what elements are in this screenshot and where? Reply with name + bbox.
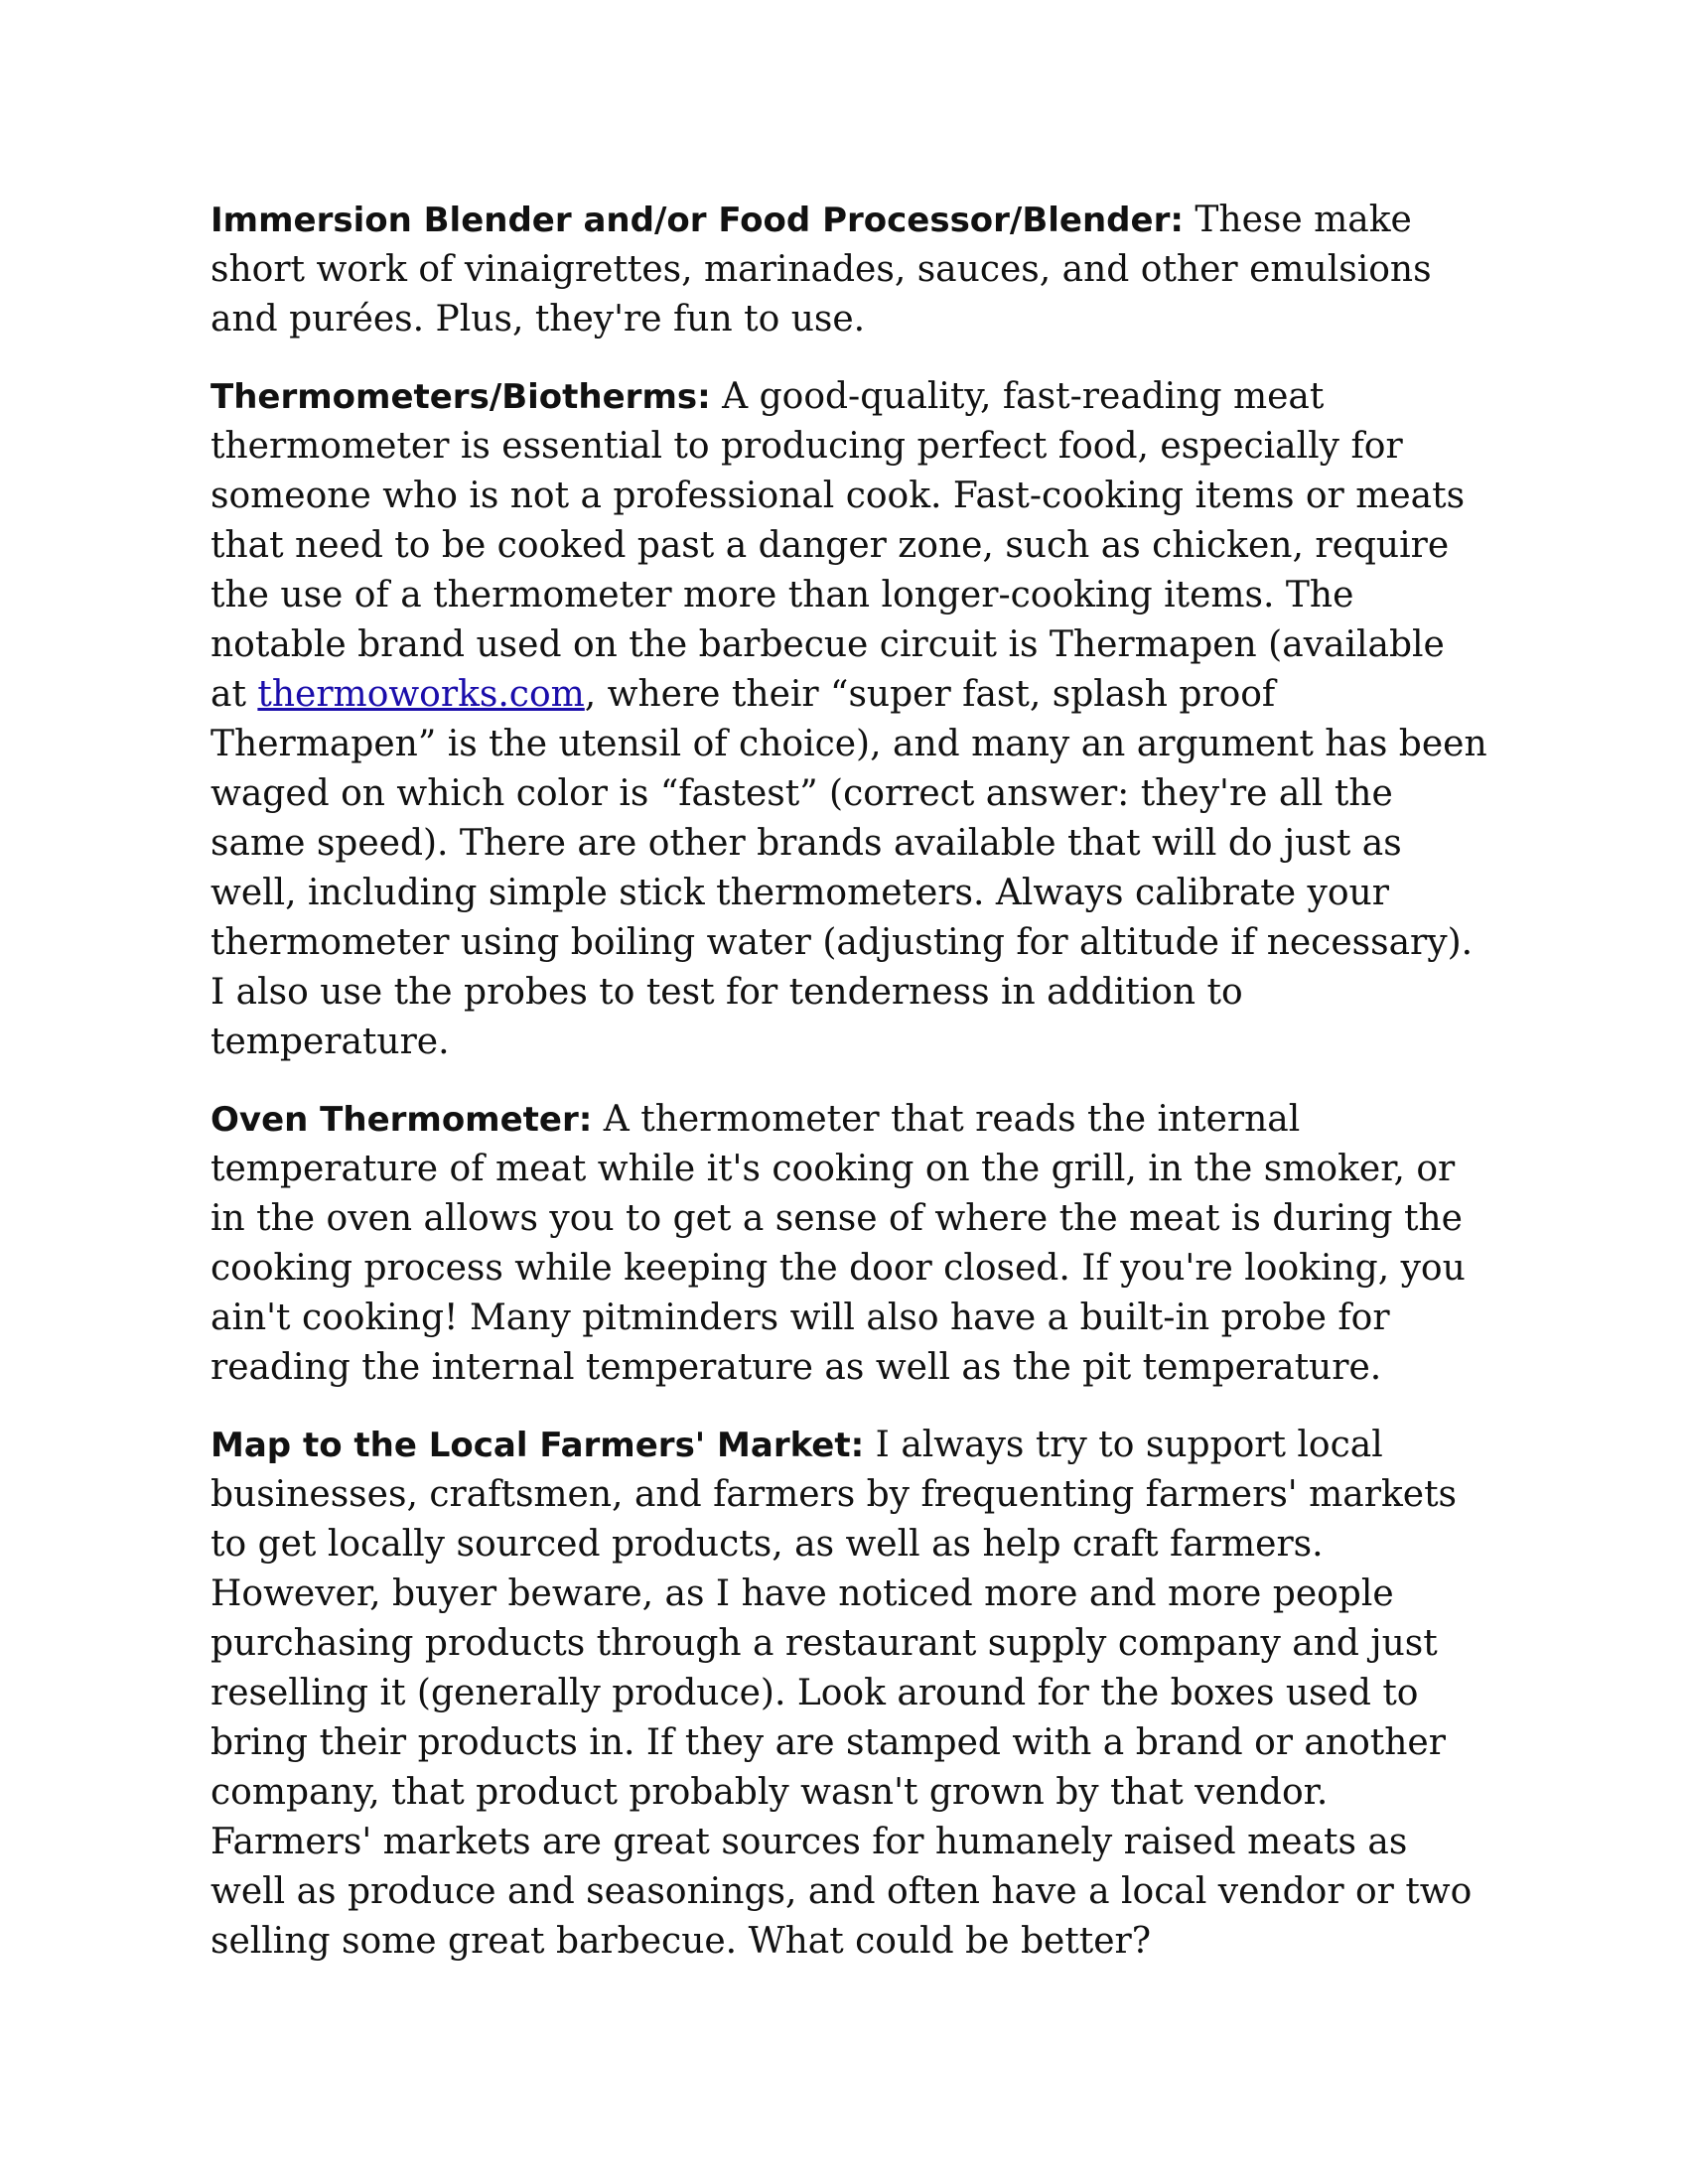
document-page [211,196,1491,1994]
entry-farmers-market [211,1421,1491,1967]
entry-body: These make short work of vinaigrettes, marinades, sauces, and other emulsions and purées. Plus, they're fun to use. [211,200,1432,340]
thermoworks-link[interactable]: thermoworks.com [257,674,585,715]
entry-body-continued: , where their “super fast, splash proof Thermapen” is the utensil of choice), and many an argument has been waged on which color is “fastest” (correct answer: they're all the same speed). There are other brands available that will do just as well, including simple stick thermometers. Always calibrate your thermometer using boiling water (adjusting for altitude if necessary). I also use the probes to test for tenderness in addition to temperature. [211,674,1487,1062]
entry-body: A thermometer that reads the internal temperature of meat while it's cooking on the grill, in the smoker, or in the oven allows you to get a sense of where the meat is during the cooking process while keeping the door closed. If you're looking, you ain't cooking! Many pitminders will also have a built-in probe for reading the internal temperature as well as the pit temperature. [211,1099,1466,1388]
entry-oven-thermometer [211,1095,1491,1393]
entry-term: Thermometers/Biotherms: [211,377,711,417]
entry-immersion-blender [211,196,1491,344]
entry-body: I always try to support local businesses, craftsmen, and farmers by frequenting farmers' markets to get locally sourced products, as well as help craft farmers. However, buyer beware, as I have noticed more and more people purchasing products through a restaurant supply company and just reselling it (generally produce). Look around for the boxes used to bring their products in. If they are stamped with a brand or another company, that product probably wasn't grown by that vendor. Farmers' markets are great sources for humanely raised meats as well as produce and seasonings, and often have a local vendor or two selling some great barbecue. What could be better? [211,1425,1473,1962]
entry-term: Oven Thermometer: [211,1100,593,1140]
entry-body: A good-quality, fast-reading meat thermometer is essential to producing perfect food, especially for someone who is not a professional cook. Fast-cooking items or meats that need to be cooked past a danger zone, such as chicken, require the use of a thermometer more than longer-cooking items. The notable brand used on the barbecue circuit is Thermapen (available at [211,376,1466,715]
entry-term: Immersion Blender and/or Food Processor/Blender: [211,201,1184,240]
entry-term: Map to the Local Farmers' Market: [211,1426,865,1465]
entry-thermometers [211,372,1491,1067]
